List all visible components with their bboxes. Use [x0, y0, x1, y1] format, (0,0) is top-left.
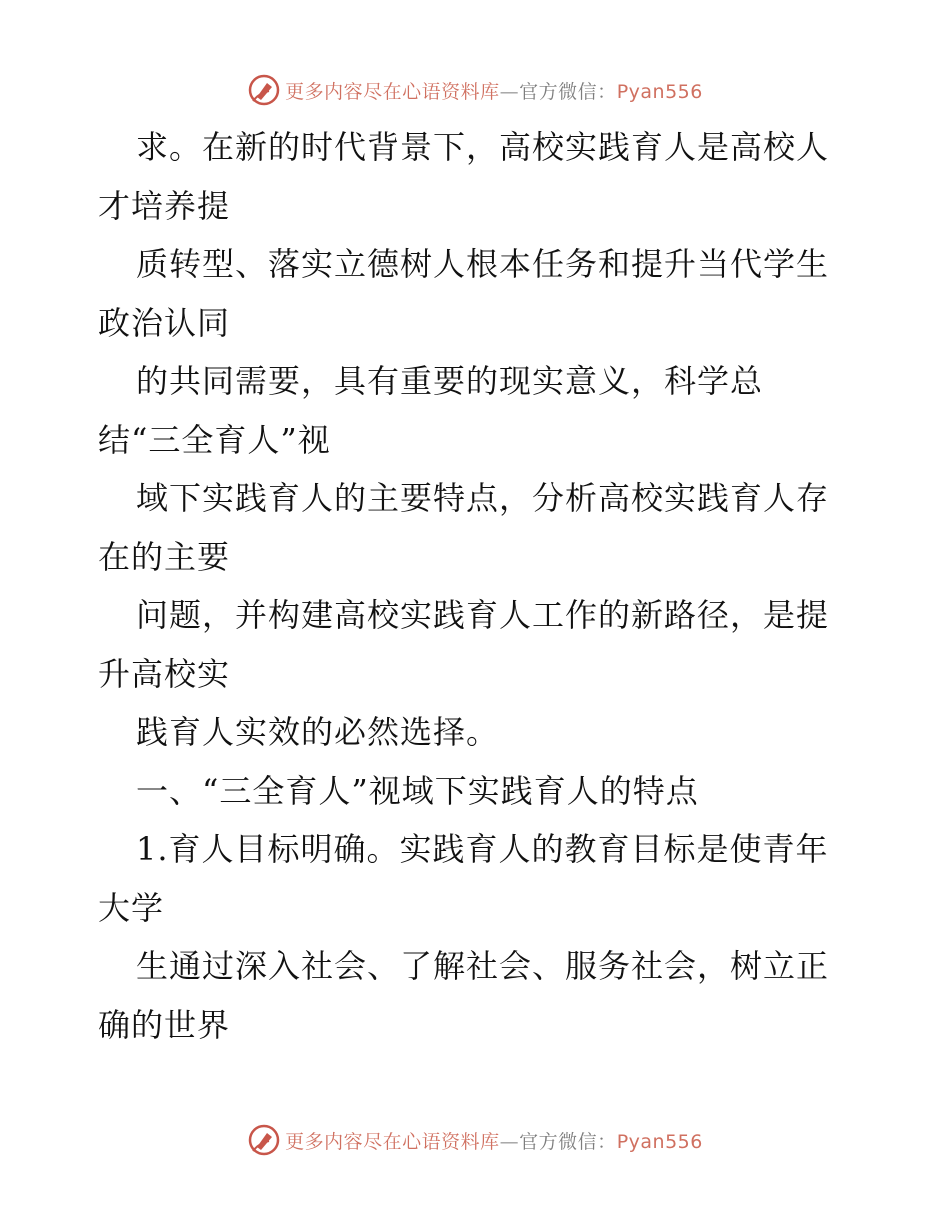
text-line: 政治认同 [98, 303, 231, 342]
pen-nib-logo-icon [247, 73, 281, 107]
text-line: 结“三全育人”视 [98, 420, 331, 459]
text-line: 质转型、落实立德树人根本任务和提升当代学生 [136, 245, 830, 283]
watermark-text: 更多内容尽在心语资料库—官方微信：Pyan556 [285, 80, 703, 103]
document-body [98, 118, 858, 1054]
text-line: 在的主要 [98, 537, 231, 576]
pen-nib-logo-icon [247, 1123, 281, 1157]
footer-watermark [0, 1120, 950, 1160]
text-line: 域下实践育人的主要特点，分析高校实践育人存 [136, 479, 830, 517]
text-line: 确的世界 [98, 1005, 231, 1044]
text-line: 大学 [98, 888, 165, 927]
text-line: 践育人实效的必然选择。 [136, 713, 500, 751]
watermark-text: 更多内容尽在心语资料库—官方微信：Pyan556 [285, 1130, 703, 1153]
text-line: 的共同需要，具有重要的现实意义，科学总 [136, 362, 764, 400]
text-line: 问题，并构建高校实践育人工作的新路径，是提 [136, 596, 830, 634]
text-line: 一、“三全育人”视域下实践育人的特点 [136, 771, 699, 810]
text-line: 生通过深入社会、了解社会、服务社会，树立正 [136, 947, 830, 985]
text-line: 升高校实 [98, 654, 231, 693]
text-line: 1.育人目标明确。实践育人的教育目标是使青年 [136, 830, 829, 868]
text-line: 才培养提 [98, 186, 231, 225]
header-watermark [0, 70, 950, 110]
text-line: 求。在新的时代背景下，高校实践育人是高校人 [136, 128, 830, 166]
